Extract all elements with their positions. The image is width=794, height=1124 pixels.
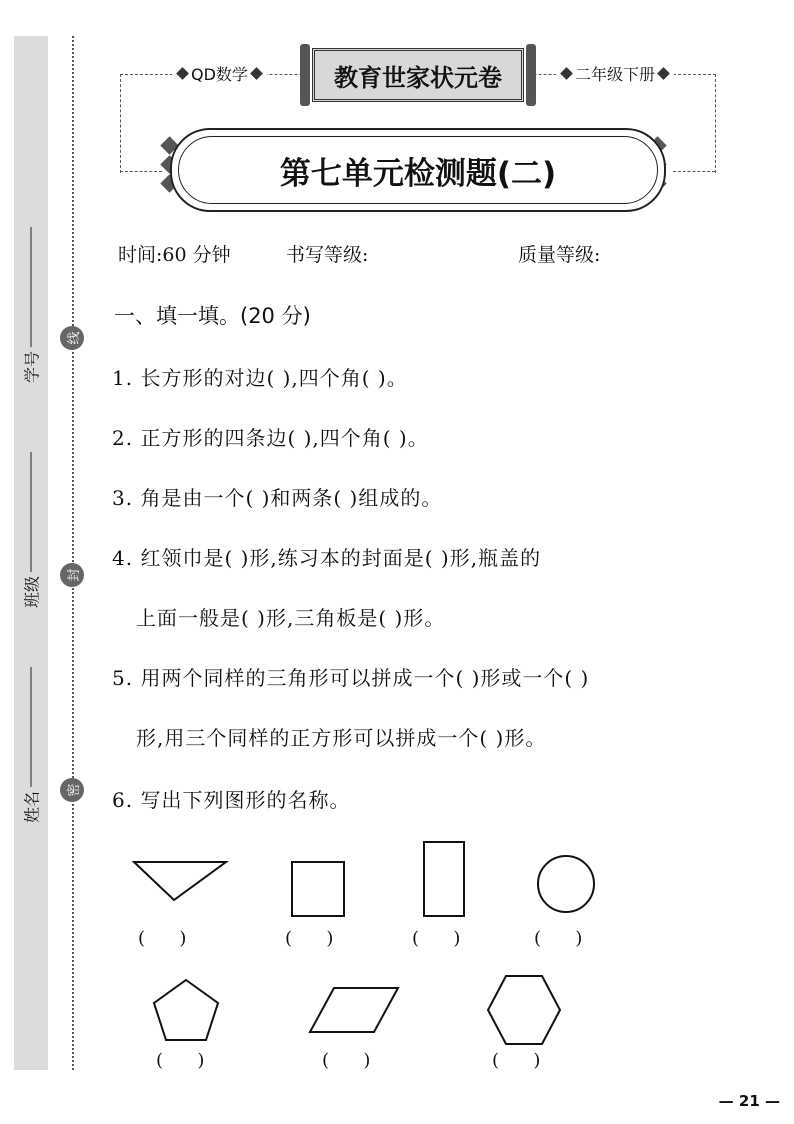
seal-mark-line: 线: [60, 326, 84, 350]
student-id-field[interactable]: [20, 227, 43, 383]
question-5-line-2[interactable]: 形,用三个同样的正方形可以拼成一个( )形。: [136, 726, 547, 750]
pentagon-shape: [150, 974, 222, 1046]
triangle-shape: [130, 856, 230, 906]
answer-blank-hexagon[interactable]: ( ): [492, 1050, 541, 1071]
answer-blank-pentagon[interactable]: ( ): [156, 1050, 205, 1071]
page-title: 第七单元检测题(二): [279, 155, 557, 192]
scroll-roll-right: [526, 44, 536, 106]
class-blank[interactable]: [31, 452, 32, 572]
subject-tag-text: QD数学: [191, 65, 248, 84]
question-2[interactable]: 2. 正方形的四条边( ),四个角( )。: [112, 426, 429, 450]
answer-blank-parallelogram[interactable]: ( ): [322, 1050, 371, 1071]
question-1[interactable]: 1. 长方形的对边( ),四个角( )。: [112, 366, 408, 390]
subject-tag: [172, 62, 267, 85]
time-info: 时间:60 分钟: [118, 244, 231, 266]
class-field[interactable]: [20, 452, 43, 608]
answer-blank-square[interactable]: ( ): [285, 928, 334, 949]
quality-grade[interactable]: 质量等级:: [518, 244, 601, 266]
page-number: — 21 —: [718, 1092, 780, 1110]
question-3[interactable]: 3. 角是由一个( )和两条( )组成的。: [112, 486, 443, 510]
square-shape: [288, 858, 348, 920]
rectangle-shape: [420, 838, 468, 920]
question-5-line-1[interactable]: 5. 用两个同样的三角形可以拼成一个( )形或一个( ): [112, 666, 590, 690]
seal-mark-secret: 密: [60, 778, 84, 802]
diamond-icon: [657, 67, 670, 80]
name-label: 姓名: [22, 790, 42, 824]
header-frame-right-foot: [673, 171, 715, 172]
student-id-blank[interactable]: [31, 227, 32, 347]
grade-tag-text: 二年级下册: [575, 65, 656, 84]
seal-mark-seal: 封: [60, 563, 84, 587]
answer-blank-circle[interactable]: ( ): [534, 928, 583, 949]
diamond-icon: [560, 67, 573, 80]
title-banner: [170, 128, 666, 212]
scroll-roll-left: [300, 44, 310, 106]
circle-shape: [534, 852, 598, 916]
series-scroll: [300, 44, 536, 106]
question-6: 6. 写出下列图形的名称。: [112, 788, 351, 812]
question-4-line-2[interactable]: 上面一般是( )形,三角板是( )形。: [136, 606, 446, 630]
series-title: 教育世家状元卷: [312, 48, 524, 102]
section-title: 一、填一填。(20 分): [114, 304, 311, 328]
answer-blank-triangle[interactable]: ( ): [138, 928, 187, 949]
parallelogram-shape: [306, 982, 402, 1038]
name-field[interactable]: [20, 667, 43, 823]
header-frame-left-foot: [120, 171, 162, 172]
name-blank[interactable]: [31, 667, 32, 787]
cut-line: [72, 36, 74, 1070]
diamond-icon: [176, 67, 189, 80]
grade-tag: [556, 62, 674, 85]
student-id-label: 学号: [22, 350, 42, 384]
answer-blank-rectangle[interactable]: ( ): [412, 928, 461, 949]
diamond-icon: [250, 67, 263, 80]
question-4-line-1[interactable]: 4. 红领巾是( )形,练习本的封面是( )形,瓶盖的: [112, 546, 542, 570]
class-label: 班级: [22, 575, 42, 609]
hexagon-shape: [484, 972, 564, 1048]
writing-grade[interactable]: 书写等级:: [286, 244, 369, 266]
